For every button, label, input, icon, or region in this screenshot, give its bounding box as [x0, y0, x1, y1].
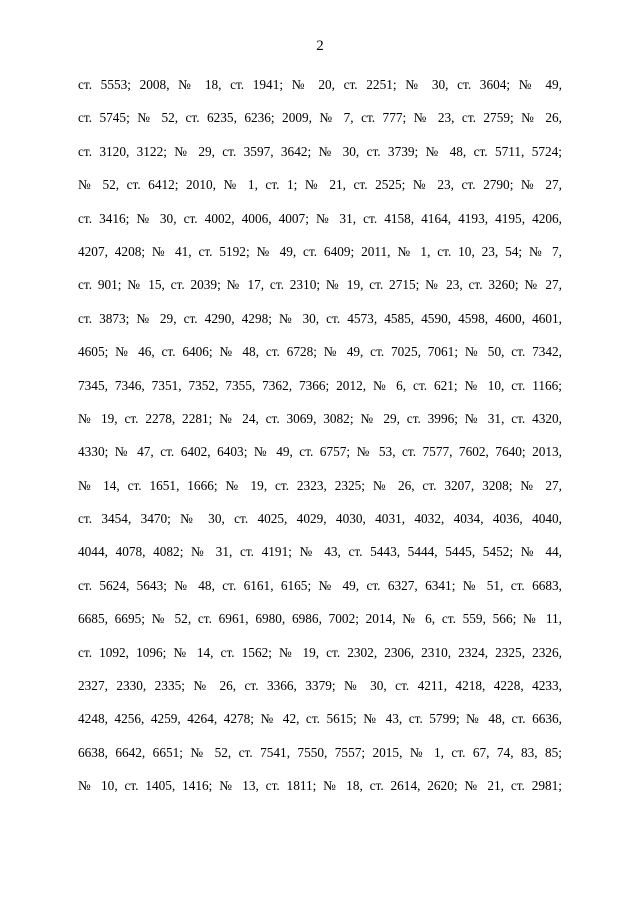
text-line: 4207, 4208; № 41, ст. 5192; № 49, ст. 6409; 2011, № 1, ст. 10, 23, 54; № 7, — [78, 243, 562, 259]
text-line: 6685, 6695; № 52, ст. 6961, 6980, 6986, 7002; 2014, № 6, ст. 559, 566; № 11, — [78, 611, 562, 627]
text-line: ст. 5624, 5643; № 48, ст. 6161, 6165; № 49, ст. 6327, 6341; № 51, ст. 6683, — [78, 577, 562, 593]
text-line: 2327, 2330, 2335; № 26, ст. 3366, 3379; № 30, ст. 4211, 4218, 4228, 4233, — [78, 678, 562, 694]
text-line: ст. 5553; 2008, № 18, ст. 1941; № 20, ст. 2251; № 30, ст. 3604; № 49, — [78, 77, 562, 92]
text-line: ст. 3120, 3122; № 29, ст. 3597, 3642; № 30, ст. 3739; № 48, ст. 5711, 5724; — [78, 143, 562, 159]
text-line: 4330; № 47, ст. 6402, 6403; № 49, ст. 6757; № 53, ст. 7577, 7602, 7640; 2013, — [78, 444, 562, 460]
text-line: 6638, 6642, 6651; № 52, ст. 7541, 7550, 7557; 2015, № 1, ст. 67, 74, 83, 85; — [78, 744, 562, 760]
page-number: 2 — [316, 38, 324, 54]
text-line: 4605; № 46, ст. 6406; № 48, ст. 6728; № 49, ст. 7025, 7061; № 50, ст. 7342, — [78, 344, 562, 360]
text-line: 4248, 4256, 4259, 4264, 4278; № 42, ст. 5615; № 43, ст. 5799; № 48, ст. 6636, — [78, 711, 562, 727]
text-line: 7345, 7346, 7351, 7352, 7355, 7362, 7366; 2012, № 6, ст. 621; № 10, ст. 1166; — [78, 377, 562, 393]
text-line: ст. 3416; № 30, ст. 4002, 4006, 4007; № 31, ст. 4158, 4164, 4193, 4195, 4206, — [78, 210, 562, 226]
text-line: № 14, ст. 1651, 1666; № 19, ст. 2323, 2325; № 26, ст. 3207, 3208; № 27, — [78, 477, 562, 493]
text-line: ст. 3873; № 29, ст. 4290, 4298; № 30, ст. 4573, 4585, 4590, 4598, 4600, 4601, — [78, 310, 562, 326]
text-line: № 10, ст. 1405, 1416; № 13, ст. 1811; № 18, ст. 2614, 2620; № 21, ст. 2981; — [78, 778, 562, 794]
text-line: № 52, ст. 6412; 2010, № 1, ст. 1; № 21, ст. 2525; № 23, ст. 2790; № 27, — [78, 177, 562, 193]
text-line: ст. 901; № 15, ст. 2039; № 17, ст. 2310; № 19, ст. 2715; № 23, ст. 3260; № 27, — [78, 277, 562, 293]
text-line: ст. 5745; № 52, ст. 6235, 6236; 2009, № 7, ст. 777; № 23, ст. 2759; № 26, — [78, 110, 562, 126]
text-line: 4044, 4078, 4082; № 31, ст. 4191; № 43, ст. 5443, 5444, 5445, 5452; № 44, — [78, 544, 562, 560]
text-line: ст. 3454, 3470; № 30, ст. 4025, 4029, 4030, 4031, 4032, 4034, 4036, 4040, — [78, 511, 562, 527]
body-text — [78, 76, 562, 811]
text-line: ст. 1092, 1096; № 14, ст. 1562; № 19, ст. 2302, 2306, 2310, 2324, 2325, 2326, — [78, 644, 562, 660]
text-line: № 19, ст. 2278, 2281; № 24, ст. 3069, 3082; № 29, ст. 3996; № 31, ст. 4320, — [78, 410, 562, 426]
